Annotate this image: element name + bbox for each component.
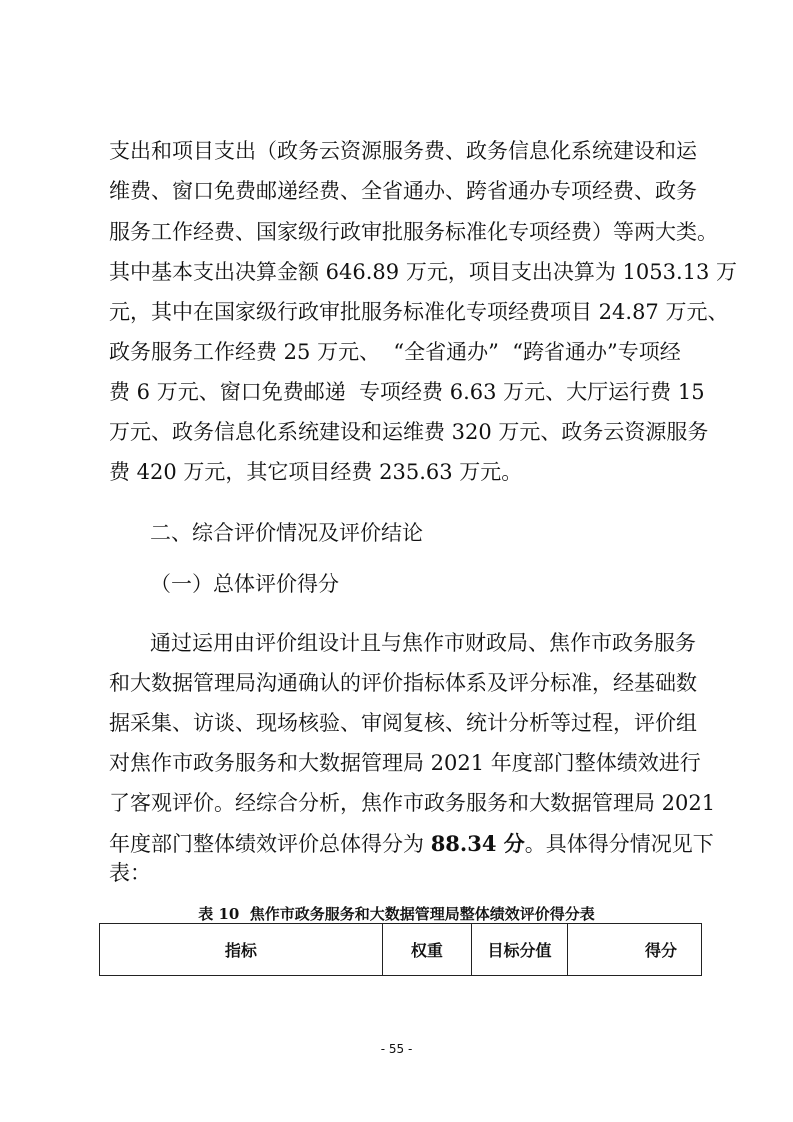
header-score: 得分: [568, 924, 702, 976]
table-caption: 表 10 焦作市政务服务和大数据管理局整体绩效评价得分表: [198, 905, 595, 923]
text-line: 维费、窗口免费邮递经费、全省通办、跨省通办专项经费、政务: [109, 179, 697, 203]
page-number: - 55 -: [380, 1042, 413, 1056]
text-line: 表：: [109, 861, 151, 885]
total-score: 88.34 分: [430, 831, 525, 856]
text-line: 了客观评价。经综合分析，焦作市政务服务和大数据管理局 2021: [109, 791, 716, 815]
header-weight: 权重: [382, 924, 471, 976]
text-line: 对焦作市政务服务和大数据管理局 2021 年度部门整体绩效进行: [109, 751, 701, 775]
text-segment: 。具体得分情况见下: [524, 832, 714, 856]
text-line: 政务服务工作经费 25 万元、 “全省通办” “跨省通办”专项经: [109, 340, 681, 364]
text-segment: 年度部门整体绩效评价总体得分为: [109, 832, 431, 856]
subsection-heading: （一）总体评价得分: [150, 572, 339, 596]
score-table: [99, 923, 702, 976]
section-heading: 二、综合评价情况及评价结论: [150, 521, 423, 545]
text-line: 据采集、访谈、现场核验、审阅复核、统计分析等过程，评价组: [109, 711, 697, 735]
text-line: 通过运用由评价组设计且与焦作市财政局、焦作市政务服务: [150, 631, 696, 655]
text-line: 万元、政务信息化系统建设和运维费 320 万元、政务云资源服务: [109, 420, 709, 444]
text-line: 费 6 万元、窗口免费邮递 专项经费 6.63 万元、大厅运行费 15: [109, 380, 705, 404]
text-line: 费 420 万元，其它项目经费 235.63 万元。: [109, 460, 523, 484]
text-line: 和大数据管理局沟通确认的评价指标体系及评分标准，经基础数: [109, 671, 697, 695]
text-line: 元，其中在国家级行政审批服务标准化专项经费项目 24.87 万元、: [109, 300, 729, 324]
text-line: 支出和项目支出（政务云资源服务费、政务信息化系统建设和运: [109, 139, 697, 163]
text-line: 服务工作经费、国家级行政审批服务标准化专项经费）等两大类。: [109, 220, 718, 244]
header-target-score: 目标分值: [471, 924, 567, 976]
text-line: 其中基本支出决算金额 646.89 万元，项目支出决算为 1053.13 万: [109, 260, 738, 284]
text-line: [109, 833, 714, 855]
table-header-row: [100, 924, 702, 976]
header-indicator: 指标: [100, 924, 383, 976]
